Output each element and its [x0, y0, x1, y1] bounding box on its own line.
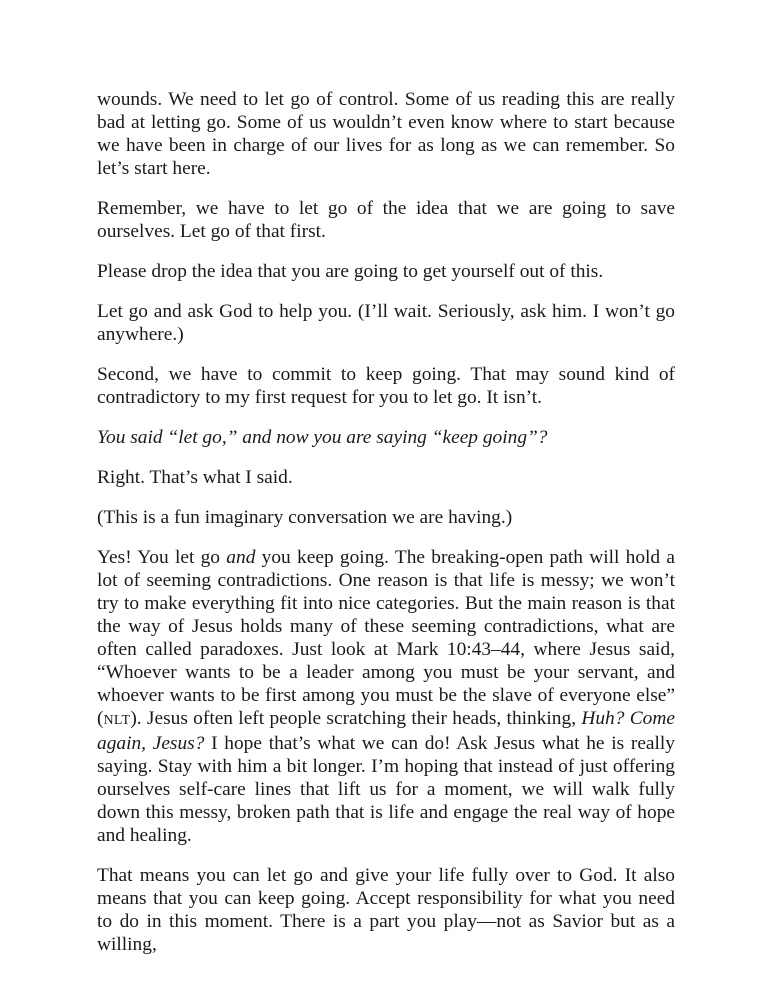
- paragraph-3: Please drop the idea that you are going to get yourself out of this.: [97, 261, 604, 282]
- paragraph-8: (This is a fun imaginary conversation we are having.): [97, 507, 513, 528]
- paragraph-2: Remember, we have to let go of the idea that we are going to save ourselves. Let go of that first.: [97, 198, 675, 242]
- page-body: [97, 88, 675, 956]
- paragraph-9-part-3: ). Jesus often left people scratching their heads, thinking,: [130, 708, 582, 729]
- paragraph-9: [97, 546, 675, 847]
- paragraph-1: wounds. We need to let go of control. Some of us reading this are really bad at letting go. Some of us wouldn’t even know where to start because we have been in charge of our lives for as long as we can remember. So let’s start here.: [97, 89, 675, 179]
- paragraph-10: That means you can let go and give your life fully over to God. It also means that you can keep going. Accept responsibility for what you need to do in this moment. There is a part you play—not as Savior but as a willing,: [97, 865, 675, 955]
- paragraph-4: Let go and ask God to help you. (I’ll wait. Seriously, ask him. I won’t go anywhere.): [97, 301, 675, 345]
- paragraph-9-part-1: Yes! You let go: [97, 547, 227, 568]
- paragraph-9-part-4: I hope that’s what we can do! Ask Jesus what he is really saying. Stay with him a bit longer. I’m hoping that instead of just offering ourselves self-care lines that lift us for a moment, we will walk fully down this messy, broken path that is life and engage the real way of hope and healing.: [97, 733, 675, 846]
- paragraph-9-italic-and: and: [226, 547, 256, 568]
- paragraph-6: [97, 426, 675, 449]
- paragraph-9-italic-thought: Huh? Come again, Jesus?: [97, 708, 675, 754]
- translation-abbreviation: NLT: [103, 713, 131, 728]
- paragraph-9-part-2: you keep going. The breaking-open path will hold a lot of seeming contradictions. One reason is that life is messy; we won’t try to make everything fit into nice categories. But the main reason is that the way of Jesus holds many of these seeming contradictions, what are often called paradoxes. Just look at Mark 10:43–44, where Jesus said, “Whoever wants to be a leader among you must be your servant, and whoever wants to be first among you must be the slave of everyone else” (: [97, 547, 676, 729]
- italic-question: You said “let go,” and now you are saying “keep going”?: [97, 427, 548, 448]
- paragraph-5: Second, we have to commit to keep going. That may sound kind of contradictory to my first request for you to let go. It isn’t.: [97, 364, 675, 408]
- paragraph-7: Right. That’s what I said.: [97, 467, 293, 488]
